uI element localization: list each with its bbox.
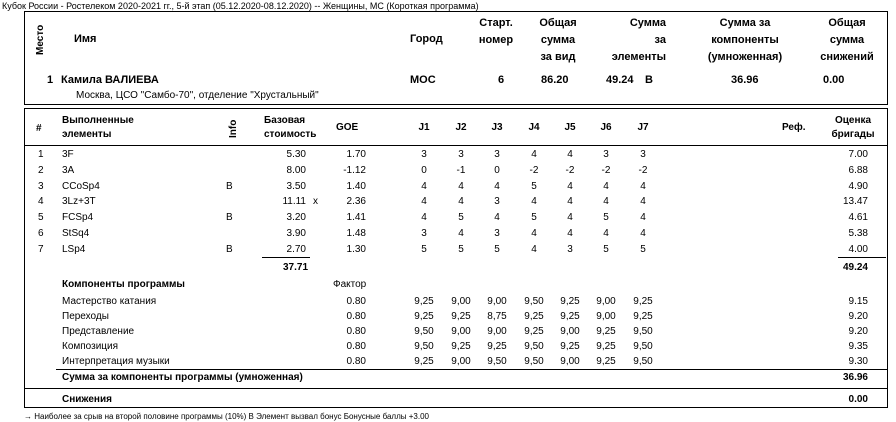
element-panel-score: 4.90 [848, 181, 868, 192]
element-base-value: 3.20 [286, 212, 306, 223]
base-total-underline [262, 257, 310, 258]
element-judge-mark: 4 [603, 196, 609, 207]
element-base-value: 2.70 [286, 244, 306, 255]
element-goe: 1.40 [346, 181, 366, 192]
component-judge-mark: 9,50 [633, 356, 653, 367]
element-no: 5 [38, 212, 44, 223]
element-judge-mark: 4 [531, 196, 537, 207]
component-judge-mark: 9,25 [560, 296, 580, 307]
judge-header-3: J3 [491, 122, 503, 133]
element-judge-mark: 3 [494, 196, 500, 207]
element-panel-score: 4.61 [848, 212, 868, 223]
skater-elements-flag: B [645, 74, 653, 86]
element-code: 3Lz+3T [62, 196, 96, 207]
element-info: B [226, 244, 233, 255]
component-judge-mark: 9,00 [560, 326, 580, 337]
element-judge-mark: 5 [531, 181, 537, 192]
element-judge-mark: 4 [567, 196, 573, 207]
element-judge-mark: 5 [531, 212, 537, 223]
component-score: 9.20 [848, 311, 868, 322]
element-judge-mark: 4 [640, 228, 646, 239]
element-judge-mark: 4 [531, 149, 537, 160]
judge-header-6: J6 [600, 122, 612, 133]
component-name: Мастерство катания [62, 296, 157, 307]
component-judge-mark: 9,25 [633, 311, 653, 322]
element-judge-mark: -2 [565, 165, 575, 176]
element-goe: 2.36 [346, 196, 366, 207]
element-base-value: 11.11 [282, 196, 306, 207]
element-judge-mark: 5 [458, 244, 464, 255]
skater-city: МОС [410, 74, 436, 86]
element-judge-mark: -1 [456, 165, 466, 176]
element-no: 3 [38, 181, 44, 192]
event-title: Кубок России - Ростелеком 2020-2021 гг., 5-й этап (05.12.2020-08.12.2020) -- Женщины, МС (Короткая программа) [2, 1, 479, 11]
element-judge-mark: 4 [421, 181, 427, 192]
element-judge-mark: 4 [494, 212, 500, 223]
component-name: Переходы [62, 311, 109, 322]
element-base-value: 8.00 [286, 165, 306, 176]
element-code: 3A [62, 165, 75, 176]
panel-score-header: Оценка бригады [831, 115, 875, 140]
component-judge-mark: 9,25 [451, 341, 471, 352]
element-header: Выполненные элементы [62, 115, 134, 140]
component-judge-mark: 9,25 [414, 296, 434, 307]
component-judge-mark: 9,00 [596, 311, 616, 322]
element-judge-mark: 4 [640, 181, 646, 192]
components-sum-header: Сумма за компоненты (умноженная) [707, 17, 783, 63]
element-goe: -1.12 [343, 165, 366, 176]
component-name: Интерпретация музыки [62, 356, 170, 367]
component-score: 9.15 [848, 296, 868, 307]
elements-total-score: 49.24 [842, 262, 868, 273]
element-judge-mark: 3 [494, 149, 500, 160]
element-judge-mark: 3 [421, 228, 427, 239]
element-code: StSq4 [62, 228, 90, 239]
score-total-underline [838, 257, 886, 258]
element-judge-mark: 0 [421, 165, 427, 176]
judge-header-5: J5 [564, 122, 576, 133]
component-score: 9.30 [848, 356, 868, 367]
component-judge-mark: 9,50 [414, 326, 434, 337]
component-factor: 0.80 [346, 296, 366, 307]
component-score: 9.35 [848, 341, 868, 352]
element-judge-mark: 3 [640, 149, 646, 160]
element-judge-mark: 4 [531, 244, 537, 255]
deductions-label: Снижения [62, 394, 112, 405]
component-judge-mark: 9,00 [451, 356, 471, 367]
element-judge-mark: 4 [458, 228, 464, 239]
components-title: Компоненты программы [62, 279, 185, 290]
skater-name: Камила ВАЛИЕВА [61, 74, 159, 86]
footnote: → Наиболее за срыв на второй половине программы (10%) B Элемент вызвал бонус Бонусные баллы +3.00 [24, 412, 429, 421]
component-judge-mark: 9,25 [451, 311, 471, 322]
component-judge-mark: 9,00 [560, 356, 580, 367]
component-judge-mark: 9,00 [596, 296, 616, 307]
element-judge-mark: 5 [421, 244, 427, 255]
total-header: Общая сумма за вид [539, 17, 577, 63]
summary-right-border [887, 11, 888, 104]
deductions-bottom-border [24, 407, 888, 408]
component-judge-mark: 9,25 [633, 296, 653, 307]
element-info: B [226, 212, 233, 223]
element-judge-mark: -2 [601, 165, 611, 176]
element-judge-mark: 5 [640, 244, 646, 255]
element-panel-score: 4.00 [848, 244, 868, 255]
element-judge-mark: 3 [494, 228, 500, 239]
component-judge-mark: 9,50 [524, 356, 544, 367]
info-header: Info [228, 119, 239, 138]
component-judge-mark: 9,25 [524, 326, 544, 337]
component-judge-mark: 9,25 [560, 341, 580, 352]
component-judge-mark: 9,50 [414, 341, 434, 352]
element-judge-mark: 3 [421, 149, 427, 160]
element-judge-mark: 4 [640, 212, 646, 223]
element-no: 2 [38, 165, 44, 176]
element-panel-score: 6.88 [848, 165, 868, 176]
no-header: # [36, 123, 42, 134]
element-judge-mark: 4 [458, 196, 464, 207]
element-judge-mark: 5 [603, 244, 609, 255]
element-judge-mark: 4 [603, 181, 609, 192]
skater-club: Москва, ЦСО "Самбо-70", отделение "Хрустальный" [76, 90, 319, 101]
judge-header-2: J2 [455, 122, 467, 133]
component-judge-mark: 9,25 [524, 311, 544, 322]
element-panel-score: 7.00 [848, 149, 868, 160]
deductions-top-border [24, 388, 888, 389]
component-factor: 0.80 [346, 341, 366, 352]
element-judge-mark: 4 [567, 212, 573, 223]
element-judge-mark: 3 [603, 149, 609, 160]
component-judge-mark: 9,00 [487, 326, 507, 337]
elements-sum-header: Сумма за элементы [611, 17, 666, 63]
element-judge-mark: 5 [458, 212, 464, 223]
element-goe: 1.70 [346, 149, 366, 160]
element-judge-mark: 4 [458, 181, 464, 192]
component-judge-mark: 8,75 [487, 311, 507, 322]
component-judge-mark: 9,25 [596, 326, 616, 337]
skater-start-no: 6 [498, 74, 505, 86]
element-base-value: 3.90 [286, 228, 306, 239]
element-base-value: 5.30 [286, 149, 306, 160]
element-no: 4 [38, 196, 44, 207]
name-header: Имя [74, 33, 97, 45]
skater-deductions: 0.00 [823, 74, 845, 86]
element-info: B [226, 181, 233, 192]
components-total-value: 36.96 [842, 372, 868, 383]
detail-header-divider [24, 145, 888, 146]
component-judge-mark: 9,25 [560, 311, 580, 322]
element-judge-mark: 4 [603, 228, 609, 239]
element-base-value: 3.50 [286, 181, 306, 192]
element-panel-score: 13.47 [842, 196, 868, 207]
element-panel-score: 5.38 [848, 228, 868, 239]
component-judge-mark: 9,25 [414, 311, 434, 322]
goe-header: GOE [336, 122, 359, 133]
element-judge-mark: 4 [567, 181, 573, 192]
element-judge-mark: 0 [494, 165, 500, 176]
element-no: 1 [38, 149, 44, 160]
component-judge-mark: 9,25 [487, 341, 507, 352]
element-judge-mark: 5 [603, 212, 609, 223]
element-judge-mark: 3 [458, 149, 464, 160]
judge-header-7: J7 [637, 122, 649, 133]
judge-header-4: J4 [528, 122, 540, 133]
skater-elements-score: 49.24 [606, 74, 634, 86]
component-judge-mark: 9,50 [633, 341, 653, 352]
component-factor: 0.80 [346, 311, 366, 322]
element-judge-mark: -2 [529, 165, 539, 176]
skater-components-score: 36.96 [731, 74, 759, 86]
component-name: Композиция [62, 341, 119, 352]
component-judge-mark: 9,50 [633, 326, 653, 337]
component-name: Представление [62, 326, 135, 337]
element-no: 6 [38, 228, 44, 239]
element-judge-mark: 4 [531, 228, 537, 239]
element-goe: 1.41 [346, 212, 366, 223]
element-judge-mark: 5 [494, 244, 500, 255]
element-code: 3F [62, 149, 74, 160]
element-goe: 1.48 [346, 228, 366, 239]
component-score: 9.20 [848, 326, 868, 337]
component-judge-mark: 9,00 [451, 326, 471, 337]
element-judge-mark: 4 [421, 196, 427, 207]
element-code: CCoSp4 [62, 181, 100, 192]
detail-right-border [887, 108, 888, 408]
element-judge-mark: 4 [567, 149, 573, 160]
judge-header-1: J1 [418, 122, 430, 133]
element-judge-mark: -2 [638, 165, 648, 176]
component-judge-mark: 9,25 [414, 356, 434, 367]
ref-header: Реф. [782, 122, 806, 133]
deductions-value: 0.00 [848, 394, 868, 405]
summary-top-border [24, 11, 888, 12]
components-total-label: Сумма за компоненты программы (умноженная) [62, 372, 303, 383]
component-judge-mark: 9,00 [451, 296, 471, 307]
base-header: Базовая стоимость [264, 115, 317, 140]
skater-total: 86.20 [541, 74, 569, 86]
detail-top-border [24, 108, 888, 109]
element-judge-mark: 4 [421, 212, 427, 223]
component-judge-mark: 9,50 [524, 341, 544, 352]
component-judge-mark: 9,50 [524, 296, 544, 307]
summary-bottom-border [24, 104, 888, 105]
deductions-header: Общая сумма снижений [820, 17, 874, 63]
element-goe: 1.30 [346, 244, 366, 255]
element-judge-mark: 4 [567, 228, 573, 239]
start-no-header: Старт. номер [478, 17, 514, 46]
element-judge-mark: 3 [567, 244, 573, 255]
element-code: LSp4 [62, 244, 86, 255]
city-header: Город [410, 33, 443, 45]
element-code: FCSp4 [62, 212, 94, 223]
component-judge-mark: 9,25 [596, 341, 616, 352]
component-judge-mark: 9,25 [596, 356, 616, 367]
component-factor: 0.80 [346, 356, 366, 367]
base-total: 37.71 [283, 262, 309, 273]
element-second-half-mark: x [313, 196, 318, 207]
component-judge-mark: 9,00 [487, 296, 507, 307]
skater-rank: 1 [47, 74, 54, 86]
component-factor: 0.80 [346, 326, 366, 337]
component-judge-mark: 9,50 [487, 356, 507, 367]
factor-header: Фактор [333, 279, 367, 290]
rank-header: Место [35, 24, 46, 55]
summary-left-border [24, 11, 25, 104]
element-judge-mark: 4 [640, 196, 646, 207]
element-no: 7 [38, 244, 44, 255]
detail-left-border [24, 108, 25, 408]
components-total-divider [56, 369, 888, 370]
element-judge-mark: 4 [494, 181, 500, 192]
